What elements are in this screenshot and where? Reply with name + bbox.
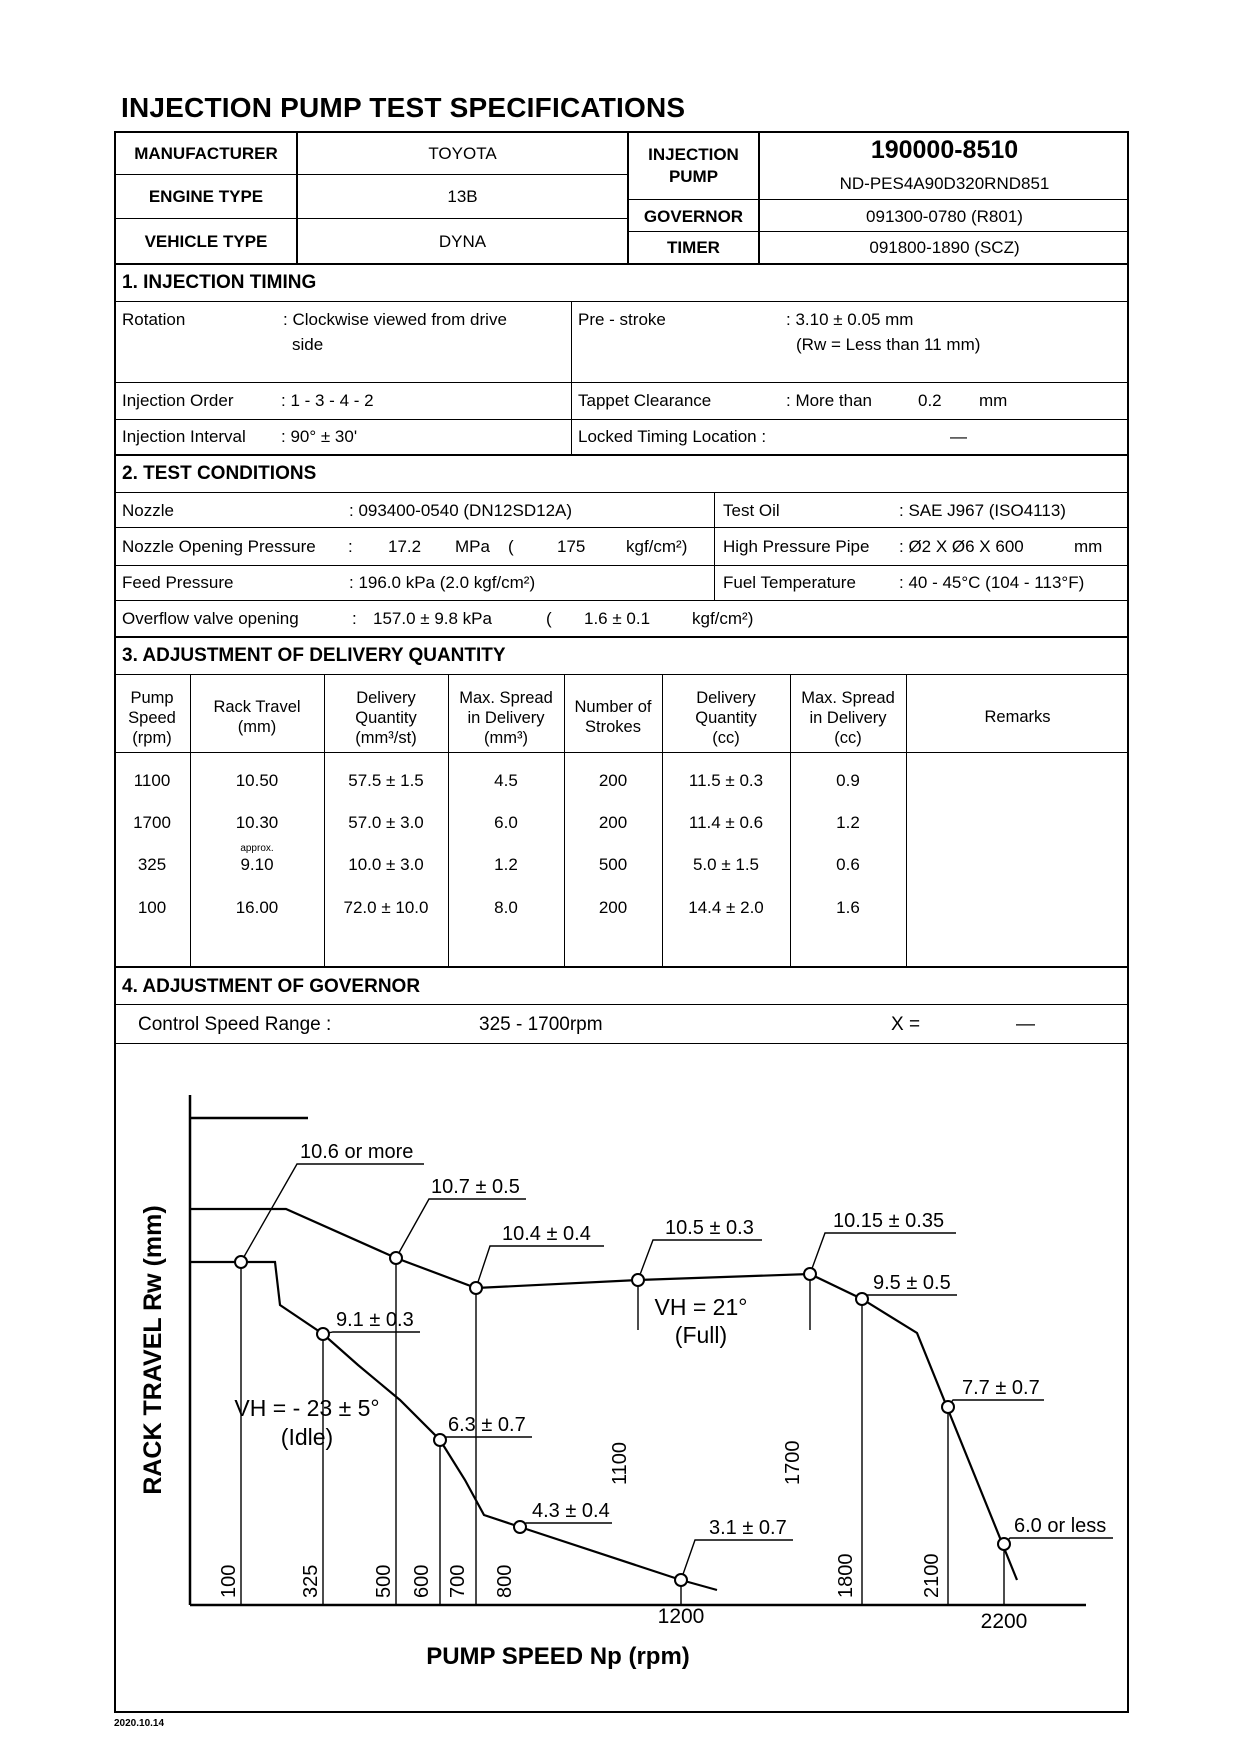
column-header: Quantity [355,709,417,727]
speed-tick-label: 800 [494,1564,516,1598]
tappet-clearance-label: Tappet Clearance [578,391,712,410]
speed-tick-label: 2100 [921,1553,943,1598]
overflow-valve-label: Overflow valve opening [122,609,299,628]
point-label: 10.5 ± 0.3 [665,1217,754,1239]
test-oil-label: Test Oil [723,501,780,520]
speed-tick-label: 100 [218,1564,240,1598]
point-label: 3.1 ± 0.7 [709,1517,787,1539]
table-cell: 6.0 [494,813,518,832]
speed-tick-label: 1700 [782,1440,804,1485]
tappet-clearance-prefix: : More than [786,391,872,410]
table-cell: 57.0 ± 3.0 [348,813,424,832]
point-marker [804,1268,816,1280]
column-header: Remarks [984,708,1051,726]
column-header: (mm³) [484,729,528,747]
injection-order-label: Injection Order [122,391,234,410]
manufacturer-value: TOYOTA [428,144,497,163]
table-cell: 200 [598,771,628,790]
column-header: Quantity [695,709,757,727]
point-marker [390,1252,402,1264]
nop-mpa-value: 17.2 [388,537,422,556]
x-label: X = [891,1014,921,1035]
speed-tick-label: 600 [411,1564,433,1598]
page-title: INJECTION PUMP TEST SPECIFICATIONS [121,92,686,123]
y-axis-title: RACK TRAVEL Rw (mm) [139,1205,167,1495]
test-oil-value: : SAE J967 (ISO4113) [899,501,1066,520]
injection-pump-label: INJECTION [648,145,739,164]
approx-note: approx. [240,843,274,854]
governor-label: GOVERNOR [643,207,744,226]
table-cell: 10.0 ± 3.0 [348,855,424,874]
locked-timing-value: — [950,427,967,446]
tappet-clearance-value: 0.2 [918,391,942,410]
overflow-colon: : [352,609,357,628]
table-cell: 100 [137,898,167,917]
point-marker [317,1328,329,1340]
pump-number: 190000-8510 [870,136,1019,164]
nozzle-value: : 093400-0540 (DN12SD12A) [349,501,573,520]
column-header: Max. Spread [801,689,895,707]
nozzle-opening-pressure-label: Nozzle Opening Pressure [122,537,316,556]
table-cell: 0.6 [836,855,860,874]
table-cell: 10.30 [235,813,279,832]
delivery-heading: 3. ADJUSTMENT OF DELIVERY QUANTITY [122,645,506,666]
overflow-paren: ( [546,609,552,628]
prestroke-value: : 3.10 ± 0.05 mm [786,310,914,329]
injection-pump-label: PUMP [668,167,719,186]
prestroke-note: (Rw = Less than 11 mm) [796,335,981,354]
test-conditions-heading: 2. TEST CONDITIONS [122,463,317,484]
table-cell: 10.50 [235,771,279,790]
nop-kgf-value: 175 [557,537,586,556]
table-cell: 0.9 [836,771,860,790]
point-marker [434,1434,446,1446]
column-header: Pump [130,689,174,707]
table-cell: 500 [598,855,628,874]
table-cell: 8.0 [494,898,518,917]
point-marker [942,1401,954,1413]
column-header: in Delivery [467,709,545,727]
column-header: in Delivery [809,709,887,727]
column-header: Rack Travel [213,698,301,716]
point-label: 7.7 ± 0.7 [962,1377,1040,1399]
rotation-label: Rotation [122,310,186,329]
table-cell: 200 [598,813,628,832]
point-marker [470,1282,482,1294]
injection-timing-heading: 1. INJECTION TIMING [122,272,317,293]
table-cell: 1100 [133,771,171,790]
injection-interval-label: Injection Interval [122,427,246,446]
speed-tick-label: 1100 [609,1441,631,1485]
footer-date: 2020.10.14 [114,1718,165,1729]
column-header: Speed [128,709,176,727]
overflow-kgf-value: 1.6 ± 0.1 [584,609,651,628]
table-cell: 1.2 [494,855,518,874]
column-header: (mm) [237,718,277,736]
timer-value: 091800-1890 (SCZ) [869,238,1020,257]
control-speed-range-value: 325 - 1700rpm [479,1014,603,1035]
column-header: (cc) [834,729,862,747]
point-label: 6.0 or less [1014,1515,1107,1537]
nozzle-label: Nozzle [122,501,174,520]
column-header: Delivery [696,689,756,707]
rotation-value: : Clockwise viewed from drive [283,310,507,329]
engine-type-value: 13B [447,187,478,206]
high-pressure-pipe-label: High Pressure Pipe [723,537,870,556]
table-cell: 14.4 ± 2.0 [688,898,764,917]
column-header: Delivery [356,689,416,707]
governor-heading: 4. ADJUSTMENT OF GOVERNOR [122,976,421,997]
speed-tick-label: 700 [447,1564,469,1598]
column-header: (mm³/st) [355,729,417,747]
column-header: Max. Spread [459,689,553,707]
speed-label: 2200 [980,1610,1028,1633]
point-marker [514,1521,526,1533]
bottom-speed-labels [658,1605,1028,1633]
point-label: 10.7 ± 0.5 [431,1176,520,1198]
feed-pressure-value: : 196.0 kPa (2.0 kgf/cm²) [349,573,536,592]
governor-value: 091300-0780 (R801) [866,207,1023,226]
point-marker [856,1293,868,1305]
prestroke-label: Pre - stroke [578,310,666,329]
pump-model: ND-PES4A90D320RND851 [839,174,1050,193]
speed-tick-label: 1800 [835,1553,857,1598]
point-label: 10.4 ± 0.4 [502,1223,591,1245]
nop-colon: : [348,537,353,556]
nop-paren: ( [508,537,514,556]
full-load-label: VH = 21° [654,1294,748,1320]
point-marker [235,1256,247,1268]
point-marker [998,1538,1010,1550]
speed-label: 1200 [657,1605,705,1628]
table-cell: 4.5 [494,771,518,790]
table-cell: 1700 [133,813,171,832]
point-marker [632,1274,644,1286]
table-cell: 325 [137,855,167,874]
high-pressure-pipe-value: : Ø2 X Ø6 X 600 [899,537,1024,556]
injection-interval-value: : 90° ± 30' [281,427,358,446]
point-label: 4.3 ± 0.4 [532,1500,610,1522]
point-label: 9.1 ± 0.3 [336,1309,414,1331]
column-header: (rpm) [132,729,172,747]
vehicle-type-value: DYNA [438,232,487,251]
point-marker [675,1574,687,1586]
vehicle-type-label: VEHICLE TYPE [144,232,268,251]
column-header: (cc) [712,729,740,747]
locked-timing-label: Locked Timing Location : [578,427,767,446]
overflow-kpa-value: 157.0 ± 9.8 kPa [373,609,492,628]
x-value: — [1016,1014,1035,1035]
speed-tick-label: 500 [373,1564,395,1598]
timer-label: TIMER [667,238,720,257]
point-label: 9.5 ± 0.5 [873,1272,951,1294]
table-cell: 1.6 [836,898,860,917]
table-cell: 5.0 ± 1.5 [692,855,760,874]
nop-mpa-unit: MPa [455,537,490,556]
fuel-temperature-label: Fuel Temperature [723,573,856,592]
rotation-value-cont: side [292,335,324,354]
nop-kgf-unit: kgf/cm²) [626,537,688,556]
column-header: Strokes [585,718,641,736]
control-speed-range-label: Control Speed Range : [138,1014,332,1035]
table-cell: 11.4 ± 0.6 [688,813,764,832]
idle-label: VH = - 23 ± 5° [234,1395,380,1421]
table-cell: 72.0 ± 10.0 [343,898,429,917]
table-cell: 57.5 ± 1.5 [348,771,424,790]
table-cell: 200 [598,898,628,917]
speed-tick-label: 325 [300,1564,322,1598]
column-header: Number of [574,698,652,716]
high-pressure-pipe-unit: mm [1074,537,1103,556]
x-axis-title: PUMP SPEED Np (rpm) [426,1643,690,1670]
table-cell: 16.00 [235,898,279,917]
point-label: 6.3 ± 0.7 [448,1414,526,1436]
table-cell: 1.2 [836,813,860,832]
table-cell: 9.10 [240,855,274,874]
fuel-temperature-value: : 40 - 45°C (104 - 113°F) [899,573,1085,592]
injection-order-value: : 1 - 3 - 4 - 2 [281,391,374,410]
overflow-kgf-unit: kgf/cm²) [692,609,754,628]
point-label: 10.15 ± 0.35 [833,1210,945,1232]
manufacturer-label: MANUFACTURER [134,144,278,163]
feed-pressure-label: Feed Pressure [122,573,234,592]
diagram-axes [190,1095,1086,1605]
point-label: 10.6 or more [300,1141,414,1163]
full-load-label: (Full) [674,1322,728,1348]
table-cell: 11.5 ± 0.3 [688,771,764,790]
engine-type-label: ENGINE TYPE [148,187,264,206]
idle-label: (Idle) [280,1424,334,1450]
tappet-clearance-unit: mm [979,391,1008,410]
